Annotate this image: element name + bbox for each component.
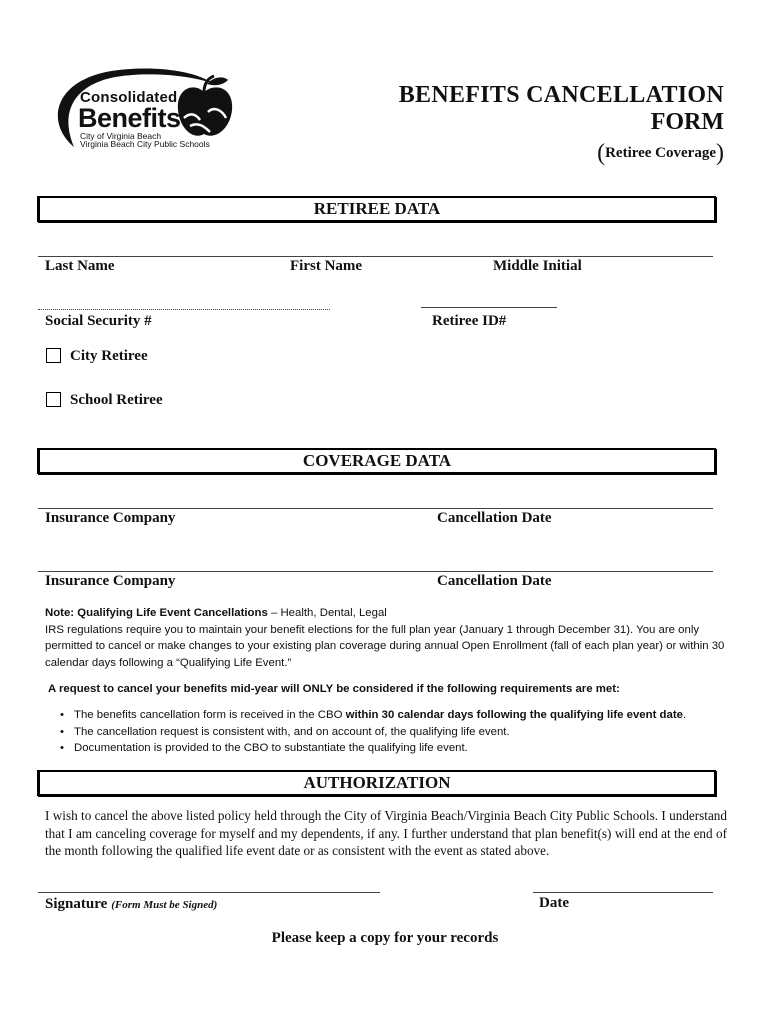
logo-line2: Benefits — [78, 103, 181, 133]
cancellation-date-label: Cancellation Date — [437, 510, 552, 526]
logo-line1: Consolidated — [80, 89, 178, 106]
note-title-bold: Note: Qualifying Life Event Cancellations — [45, 607, 268, 619]
first-name-label: First Name — [290, 258, 363, 274]
coverage-line-1 — [38, 508, 713, 509]
form-title-line2: FORM — [650, 109, 724, 135]
insurance-company-label: Insurance Company — [45, 573, 176, 589]
note-block — [45, 605, 725, 671]
authorization-text: I wish to cancel the above listed policy held through the City of Virginia Beach/Virginia Beach City Public Schools. I understand that I am canceling coverage for myself and my dependents, if any. I further understand that plan benefit(s) will end at the end of the month following the qualified life event date or as consistent with the event as stated above. — [45, 808, 727, 858]
signature-note: (Form Must be Signed) — [111, 899, 218, 911]
authorization-heading: AUTHORIZATION — [37, 770, 716, 796]
school-retiree-label: School Retiree — [70, 392, 163, 408]
coverage-line-2 — [38, 571, 713, 572]
retiree-id-line — [421, 307, 557, 308]
list-item: • The benefits cancellation form is received in the CBO within 30 calendar days following the qualifying life event date. — [60, 709, 687, 721]
ssn-line — [38, 309, 330, 310]
note-title — [45, 605, 725, 622]
ssn-label: Social Security # — [45, 313, 152, 329]
note-body: IRS regulations require you to maintain your benefit elections for the full plan year (January 1 through December 31). You are only permitted to cancel or make changes to your existing plan coverage during annual Open Enrollment (fall of each plan year) or within 30 calendar days following a “Qualifying Life Event.” — [45, 623, 725, 669]
signature-line — [38, 892, 380, 893]
coverage-data-heading: COVERAGE DATA — [37, 448, 716, 474]
middle-initial-label: Middle Initial — [493, 258, 582, 274]
form-subtitle: (Retiree Coverage) — [597, 140, 724, 166]
cancellation-date-label: Cancellation Date — [437, 573, 552, 589]
insurance-company-label: Insurance Company — [45, 510, 176, 526]
requirements-heading: A request to cancel your benefits mid-year will ONLY be considered if the following requirements are met: — [48, 683, 620, 695]
school-retiree-checkbox[interactable] — [46, 392, 61, 407]
list-item: • The cancellation request is consistent with, and on account of, the qualifying life event. — [60, 725, 510, 738]
keep-copy-text: Please keep a copy for your records — [271, 930, 499, 946]
requirements-list — [60, 707, 720, 757]
note-title-rest: – Health, Dental, Legal — [267, 607, 387, 619]
city-retiree-checkbox[interactable] — [46, 348, 61, 363]
city-retiree-label: City Retiree — [70, 348, 148, 364]
signature-label-group — [45, 895, 217, 913]
retiree-data-heading: RETIREE DATA — [37, 196, 716, 222]
date-label: Date — [539, 895, 569, 911]
logo-line4: Virginia Beach City Public Schools — [80, 139, 210, 149]
last-name-label: Last Name — [45, 258, 115, 274]
name-line — [38, 256, 713, 257]
form-subtitle-text: Retiree Coverage — [605, 145, 716, 161]
date-line — [533, 892, 713, 893]
consolidated-benefits-logo — [44, 62, 244, 162]
logo-line3: City of Virginia Beach — [80, 131, 162, 141]
signature-label: Signature — [45, 896, 108, 912]
list-item: • Documentation is provided to the CBO to substantiate the qualifying life event. — [60, 742, 468, 754]
retiree-id-label: Retiree ID# — [432, 313, 507, 329]
form-title-line1: BENEFITS CANCELLATION — [398, 82, 724, 108]
